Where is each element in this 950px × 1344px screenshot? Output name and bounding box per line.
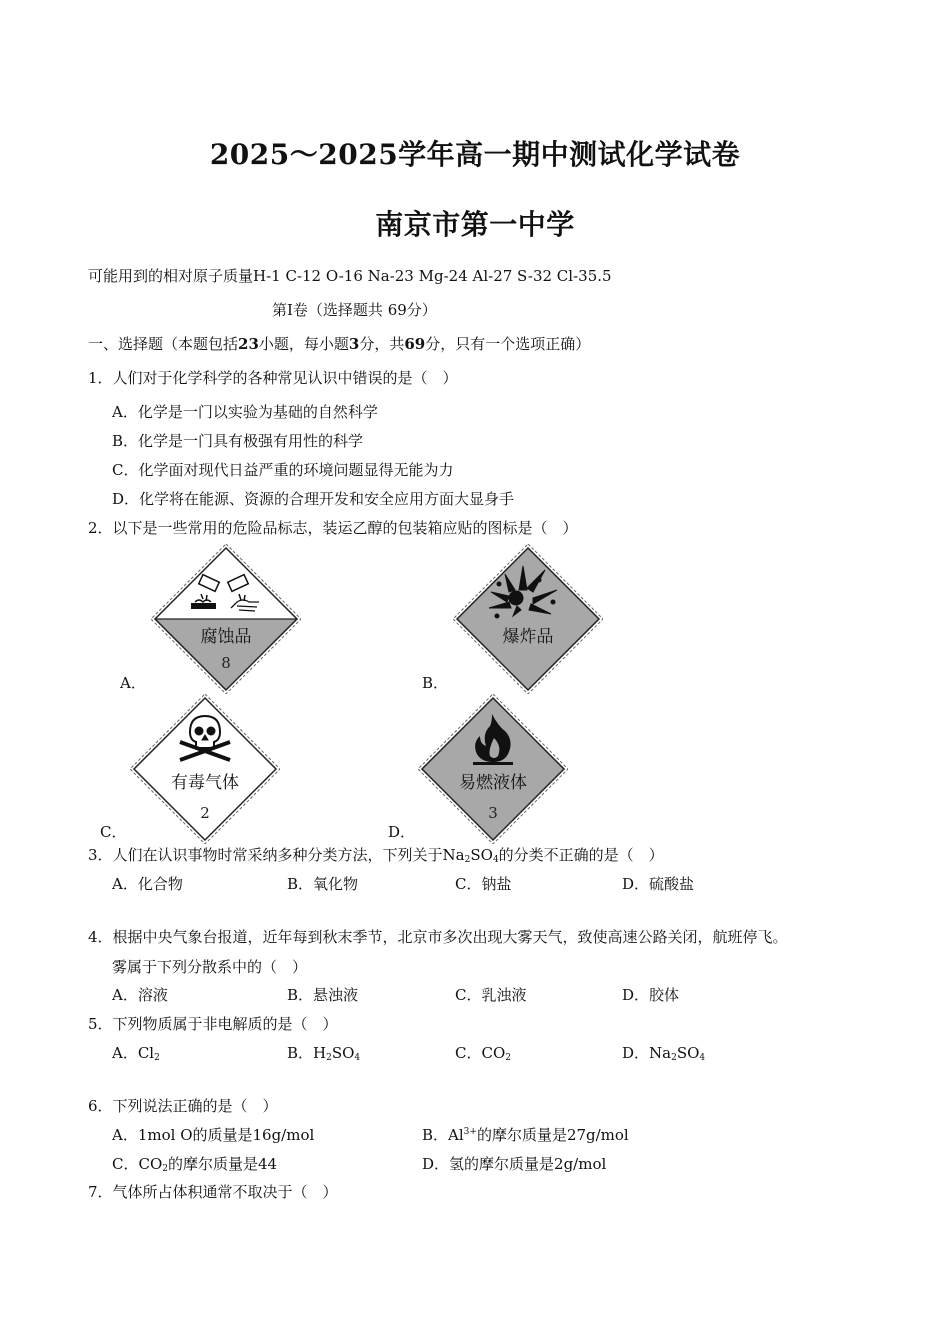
q1-option-b: B．化学是一门具有极强有用性的科学 [112,432,364,450]
toxic-gas-sign-label: 有毒气体 [171,773,239,793]
q1-option-c: C．化学面对现代日益严重的环境问题显得无能为力 [112,461,454,479]
q2-option-b: B． [422,674,449,692]
q1-option-d: D．化学将在能源、资源的合理开发和安全应用方面大显身手 [112,490,515,508]
corrosive-sign [151,544,301,694]
q5-option-a: A．$Cl_2$ [112,1044,160,1063]
q5-option-d: D．$Na_2SO_4$ [622,1044,706,1063]
q4-option-d: D．胶体 [622,986,680,1004]
q3-option-b: B．氧化物 [287,875,359,893]
q3-option-d: D．硫酸盐 [622,875,695,893]
q3-stem: 3．人们在认识事物时常采纳多种分类方法，下列关于$Na_2SO_4$的分类不正确的是（ ） [88,846,664,865]
exam-title: 2025～2025学年高一期中测试化学试卷 [209,138,741,171]
school-name: 南京市第一中学 [375,208,575,241]
q6-option-b: B．$Al^{3+}$的摩尔质量是27g/mol [422,1126,629,1144]
q4-stem-line2: 雾属于下列分散系中的（ ） [112,958,308,976]
q2-option-a: A． [120,674,146,692]
q3-option-a: A．化合物 [112,875,183,893]
q5-stem: 5．下列物质属于非电解质的是（ ） [88,1015,338,1033]
q4-option-b: B．悬浊液 [287,986,359,1004]
q3-option-c: C．钠盐 [455,875,512,893]
q2-option-c: C． [100,823,127,841]
q4-option-c: C．乳浊液 [455,986,527,1004]
corrosive-icon [191,575,259,611]
atomic-mass-note: 可能用到的相对原子质量H-1 C-12 O-16 Na-23 Mg-24 Al-27 S-32 Cl-35.5 [88,267,612,285]
explosive-sign-label: 爆炸品 [502,627,554,647]
q6-option-c: C．$CO_2$的摩尔质量是44 [112,1155,278,1174]
corrosive-sign-number: 8 [221,654,231,672]
q6-stem: 6．下列说法正确的是（ ） [88,1097,278,1115]
section-heading: 一、选择题（本题包括23小题，每小题3分，共69分，只有一个选项正确） [88,335,591,353]
q6-option-d: D．氢的摩尔质量是2g/mol [422,1155,607,1173]
q5-option-c: C．$CO_2$ [455,1044,511,1063]
q4-option-a: A．溶液 [112,986,168,1004]
q2-stem: 2．以下是一些常用的危险品标志，装运乙醇的包装箱应贴的图标是（ ） [88,519,578,537]
q5-option-b: B．$H_2SO_4$ [287,1044,361,1063]
q6-option-a: A．1mol O的质量是16g/mol [112,1126,315,1144]
q1-option-a: A．化学是一门以实验为基础的自然科学 [112,403,378,421]
flammable-liquid-sign [418,694,568,844]
q2-option-d: D． [388,823,416,841]
explosive-sign [453,544,603,694]
q1-stem: 1．人们对于化学科学的各种常见认识中错误的是（ ） [88,369,458,387]
flammable-liquid-sign-label: 易燃液体 [459,773,527,793]
flammable-liquid-sign-number: 3 [488,804,498,822]
q4-stem: 4．根据中央气象台报道，近年每到秋末季节，北京市多次出现大雾天气，致使高速公路关闭，航班停飞。 [88,928,788,946]
toxic-gas-sign-number: 2 [200,804,210,822]
q7-stem: 7．气体所占体积通常不取决于（ ） [88,1183,338,1201]
corrosive-sign-label: 腐蚀品 [200,627,252,647]
volume-title: 第Ⅰ卷（选择题共 69分） [272,301,437,319]
toxic-gas-sign [130,694,280,844]
